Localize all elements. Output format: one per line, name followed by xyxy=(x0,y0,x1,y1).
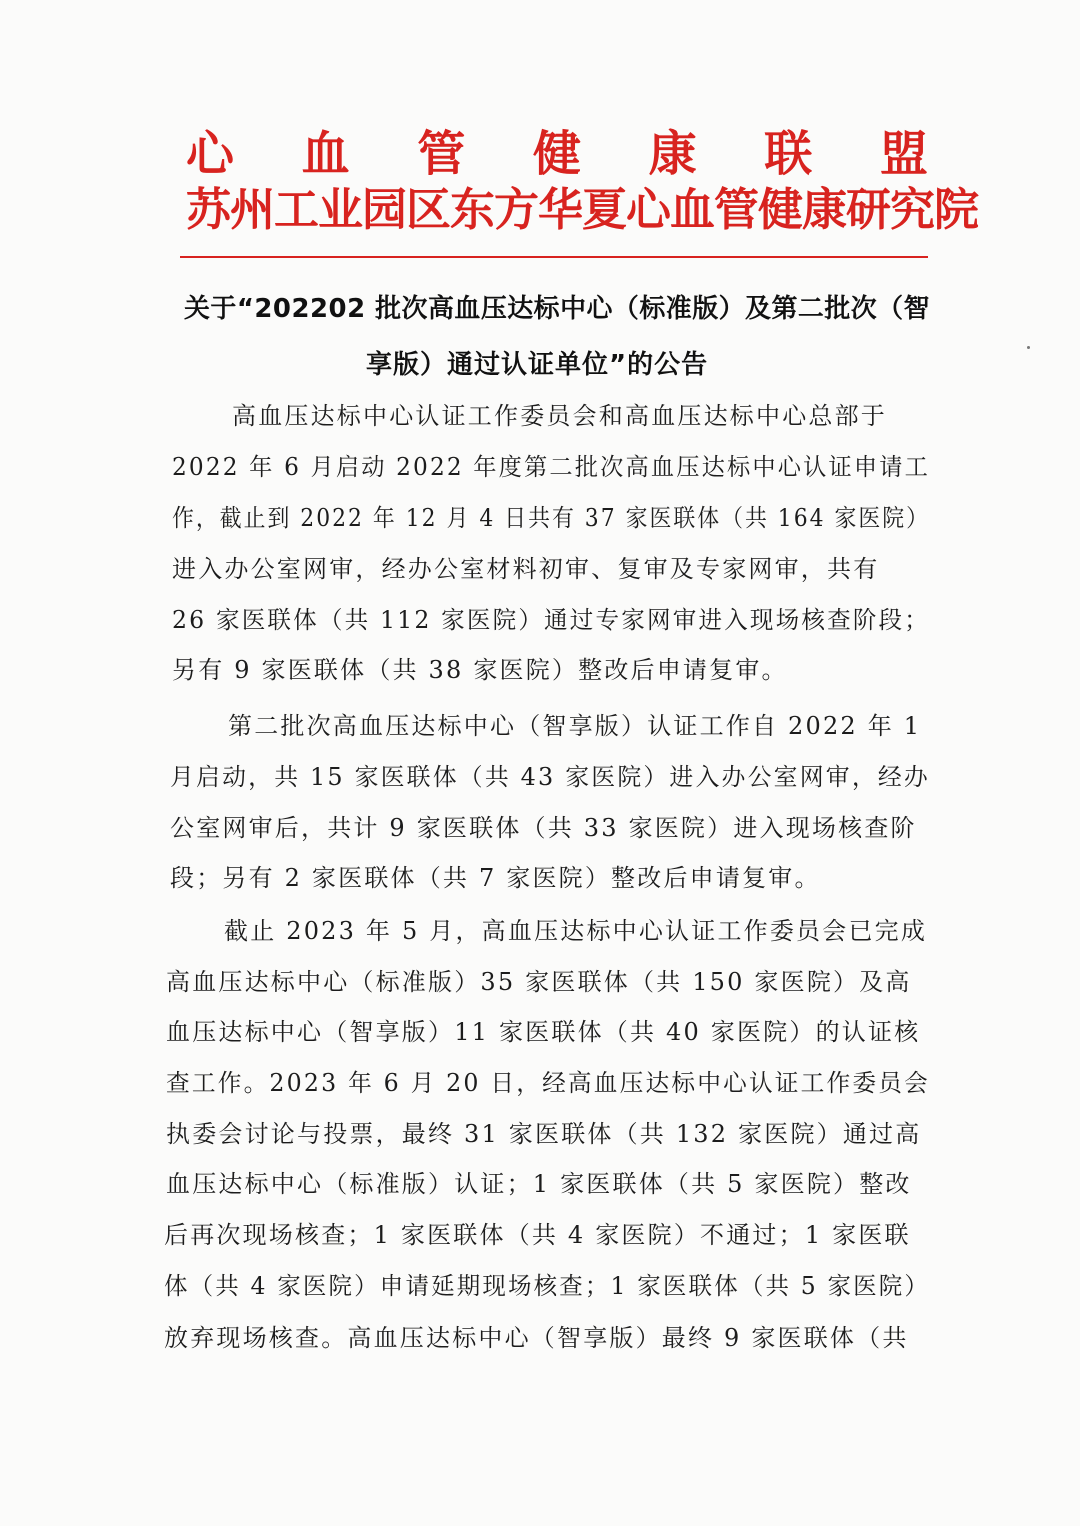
letterhead-char: 管 xyxy=(417,126,466,182)
paragraph-line: 后再次现场核查；1 家医联体（共 4 家医院）不通过；1 家医联 xyxy=(164,1221,911,1249)
paragraph-line: 查工作。2023 年 6 月 20 日，经高血压达标中心认证工作委员会 xyxy=(166,1069,930,1097)
paragraph-line: 段；另有 2 家医联体（共 7 家医院）整改后申请复审。 xyxy=(170,864,821,892)
paragraph-line: 血压达标中心（智享版）11 家医联体（共 40 家医院）的认证核 xyxy=(166,1018,921,1046)
paragraph-line: 体（共 4 家医院）申请延期现场核查；1 家医联体（共 5 家医院） xyxy=(164,1272,931,1300)
title-line: 享版）通过认证单位”的公告 xyxy=(366,350,709,380)
paragraph-line: 公室网审后，共计 9 家医联体（共 33 家医院）进入现场核查阶 xyxy=(170,814,917,842)
scan-speck xyxy=(1027,346,1030,349)
letterhead-institute-name: 苏州工业园区东方华夏心血管健康研究院 xyxy=(186,183,979,236)
letterhead-char: 盟 xyxy=(879,126,928,182)
letterhead-char: 血 xyxy=(301,126,350,182)
paragraph-line: 放弃现场核查。高血压达标中心（智享版）最终 9 家医联体（共 xyxy=(164,1324,909,1352)
paragraph-line: 第二批次高血压达标中心（智享版）认证工作自 2022 年 1 xyxy=(228,712,922,740)
paragraph-line: 高血压达标中心（标准版）35 家医联体（共 150 家医院）及高 xyxy=(166,968,912,996)
paragraph-line: 进入办公室网审，经办公室材料初审、复审及专家网审，共有 xyxy=(172,555,880,583)
paragraph-line: 另有 9 家医联体（共 38 家医院）整改后申请复审。 xyxy=(172,656,788,684)
paragraph-line: 作，截止到 2022 年 12 月 4 日共有 37 家医联体（共 164 家医院） xyxy=(172,504,930,532)
paragraph-line: 2022 年 6 月启动 2022 年度第二批次高血压达标中心认证申请工 xyxy=(172,453,930,481)
paragraph-line: 血压达标中心（标准版）认证；1 家医联体（共 5 家医院）整改 xyxy=(166,1170,912,1198)
title-line: 关于“202202 批次高血压达标中心（标准版）及第二批次（智 xyxy=(184,294,931,324)
paragraph-line: 高血压达标中心认证工作委员会和高血压达标中心总部于 xyxy=(232,402,887,430)
letterhead-char: 康 xyxy=(648,126,697,182)
paragraph-line: 26 家医联体（共 112 家医院）通过专家网审进入现场核查阶段； xyxy=(172,606,931,634)
paragraph-line: 执委会讨论与投票，最终 31 家医联体（共 132 家医院）通过高 xyxy=(166,1120,922,1148)
letterhead-char: 联 xyxy=(764,126,813,182)
paragraph-line: 截止 2023 年 5 月，高血压达标中心认证工作委员会已完成 xyxy=(224,917,928,945)
paragraph-line: 月启动，共 15 家医联体（共 43 家医院）进入办公室网审，经办 xyxy=(170,763,930,791)
letterhead-char: 心 xyxy=(186,126,235,182)
letterhead-char: 健 xyxy=(532,126,581,182)
